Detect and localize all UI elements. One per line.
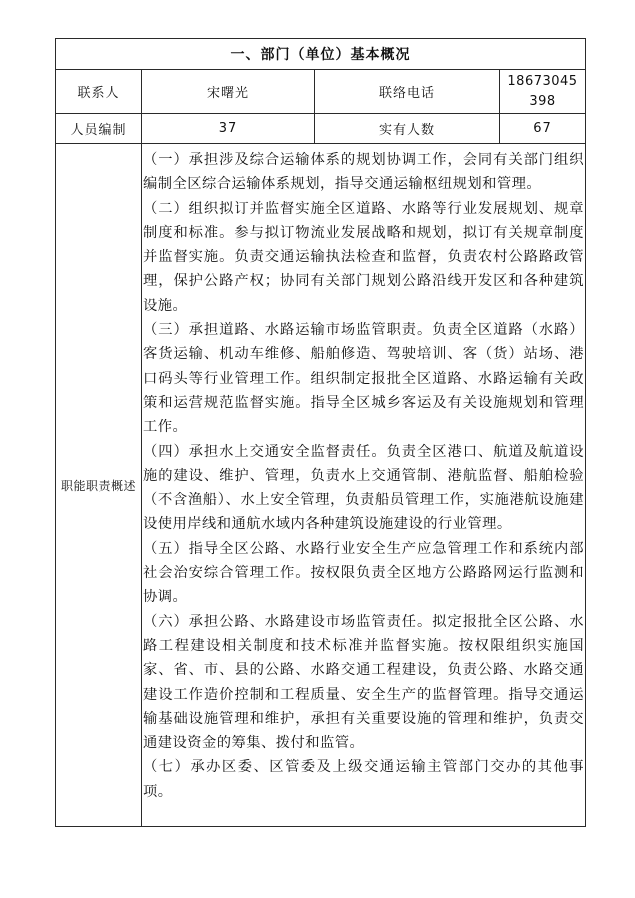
duties-content bbox=[142, 144, 586, 827]
staff-quota-label: 人员编制 bbox=[56, 114, 142, 144]
basic-info-table bbox=[55, 38, 586, 827]
staff-quota-value: 37 bbox=[142, 114, 315, 144]
duties-label: 职能职责概述 bbox=[56, 144, 142, 827]
phone-label: 联络电话 bbox=[315, 70, 500, 114]
phone-value: 18673045398 bbox=[500, 70, 586, 114]
contact-row bbox=[56, 70, 586, 114]
duty-paragraph-7: （七）承办区委、区管委及上级交通运输主管部门交办的其他事项。 bbox=[143, 759, 584, 800]
duty-paragraph-4: （四）承担水上交通安全监督责任。负责全区港口、航道及航道设施的建设、维护、管理，负责水上交通管制、港航监督、船舶检验（不含渔船）、水上安全管理，负责船员管理工作，实施港航设施建设使用岸线和通航水域内各种建筑设施建设的行业管理。 bbox=[143, 443, 584, 533]
table-title: 一、部门（单位）基本概况 bbox=[56, 39, 586, 70]
contact-name: 宋曙光 bbox=[142, 70, 315, 114]
duty-paragraph-3: （三）承担道路、水路运输市场监管职责。负责全区道路（水路）客货运输、机动车维修、船舶修造、驾驶培训、客（货）站场、港口码头等行业管理工作。组织制定报批全区道路、水路运输有关政策和运营规范监督实施。指导全区城乡客运及有关设施规划和管理工作。 bbox=[143, 322, 584, 436]
duty-paragraph-6: （六）承担公路、水路建设市场监管责任。拟定报批全区公路、水路工程建设相关制度和技术标准并监督实施。按权限组织实施国家、省、市、县的公路、水路交通工程建设，负责公路、水路交通建设工作造价控制和工程质量、安全生产的监督管理。指导交通运输基础设施管理和维护，承担有关重要设施的管理和维护，负责交通建设资金的筹集、拨付和监管。 bbox=[143, 613, 584, 752]
duty-paragraph-5: （五）指导全区公路、水路行业安全生产应急管理工作和系统内部社会治安综合管理工作。按权限负责全区地方公路路网运行监测和协调。 bbox=[143, 540, 584, 606]
actual-count-value: 67 bbox=[500, 114, 586, 144]
staff-row bbox=[56, 114, 586, 144]
actual-count-label: 实有人数 bbox=[315, 114, 500, 144]
contact-label: 联系人 bbox=[56, 70, 142, 114]
duty-paragraph-2: （二）组织拟订并监督实施全区道路、水路等行业发展规划、规章制度和标准。参与拟订物流业发展战略和规划，拟订有关规章制度并监督实施。负责交通运输执法检查和监督，负责农村公路路政管理，保护公路产权；协同有关部门规划公路沿线开发区和各种建筑设施。 bbox=[143, 200, 584, 314]
duties-row bbox=[56, 144, 586, 827]
title-row bbox=[56, 39, 586, 70]
duty-paragraph-1: （一）承担涉及综合运输体系的规划协调工作，会同有关部门组织编制全区综合运输体系规划，指导交通运输枢纽规划和管理。 bbox=[143, 152, 584, 193]
